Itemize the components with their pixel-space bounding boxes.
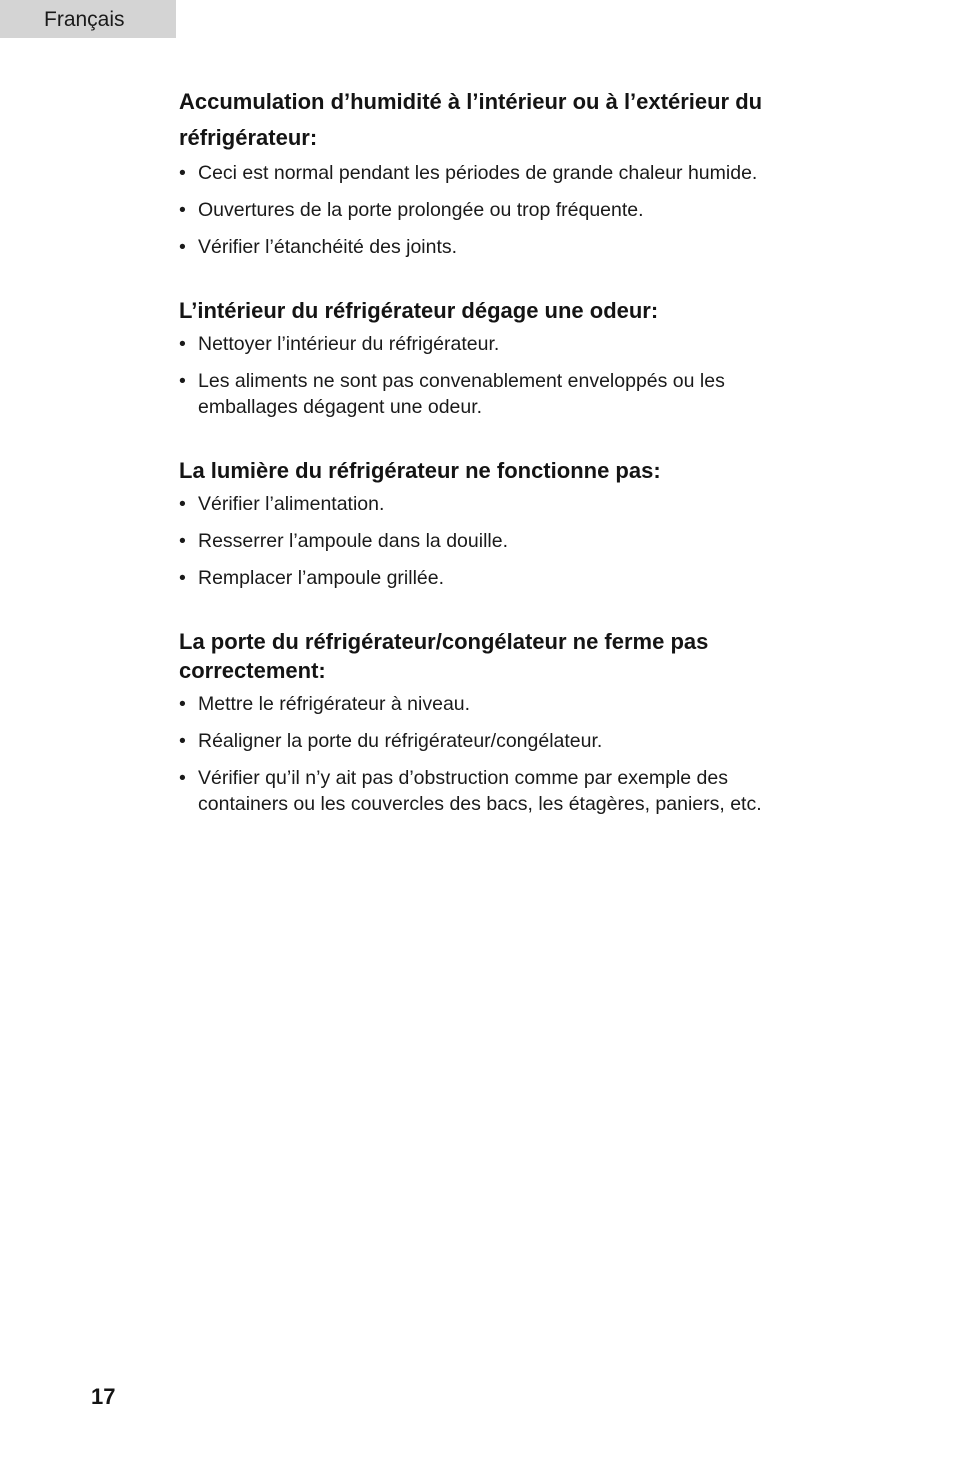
section-odor xyxy=(179,296,819,420)
bullet-icon: • xyxy=(179,370,186,392)
bullet-icon: • xyxy=(179,567,186,589)
section-heading: L’intérieur du réfrigérateur dégage une odeur: xyxy=(179,298,659,323)
bullet-icon: • xyxy=(179,493,186,515)
list-item-text: Ouvertures de la porte prolongée ou trop fréquente. xyxy=(198,199,644,221)
bullet-icon: • xyxy=(179,162,186,184)
list-item-text: Vérifier l’alimentation. xyxy=(198,493,385,515)
list-item xyxy=(179,528,879,554)
list-item-text: Resserrer l’ampoule dans la douille. xyxy=(198,530,508,552)
language-tab: Français xyxy=(0,0,176,38)
section-light xyxy=(179,456,879,591)
list-item xyxy=(179,728,879,754)
list-item xyxy=(179,331,819,357)
list-item xyxy=(179,491,879,517)
section-humidity xyxy=(179,84,879,260)
list-item xyxy=(179,197,879,223)
list-item xyxy=(179,765,808,817)
list-item-text: Réaligner la porte du réfrigérateur/congélateur. xyxy=(198,730,603,752)
list-item-text: Mettre le réfrigérateur à niveau. xyxy=(198,693,471,715)
page-number: 17 xyxy=(91,1384,116,1409)
list-item xyxy=(179,565,879,591)
list-item-text: Les aliments ne sont pas convenablement enveloppés ou les emballages dégagent une odeur. xyxy=(198,370,725,418)
troubleshooting-content xyxy=(179,84,879,853)
list-item xyxy=(179,234,879,260)
list-item-text: Vérifier l’étanchéité des joints. xyxy=(198,236,458,258)
section-heading: Accumulation d’humidité à l’intérieur ou à l’extérieur du réfrigérateur: xyxy=(179,89,763,150)
list-item-text: Remplacer l’ampoule grillée. xyxy=(198,567,445,589)
bullet-icon: • xyxy=(179,530,186,552)
list-item xyxy=(179,691,879,717)
list-item xyxy=(179,160,879,186)
bullet-icon: • xyxy=(179,730,186,752)
section-door xyxy=(179,627,879,817)
list-item xyxy=(179,368,768,420)
list-item-text: Vérifier qu’il n’y ait pas d’obstruction comme par exemple des containers ou les couvercles des bacs, les étagères, paniers, etc. xyxy=(198,767,762,815)
list-item-text: Ceci est normal pendant les périodes de grande chaleur humide. xyxy=(198,162,758,184)
bullet-icon: • xyxy=(179,199,186,221)
bullet-icon: • xyxy=(179,333,186,355)
section-heading: La lumière du réfrigérateur ne fonctionne pas: xyxy=(179,458,661,483)
list-item-text: Nettoyer l’intérieur du réfrigérateur. xyxy=(198,333,500,355)
bullet-icon: • xyxy=(179,236,186,258)
section-heading: La porte du réfrigérateur/congélateur ne ferme pas correctement: xyxy=(179,629,709,683)
bullet-icon: • xyxy=(179,767,186,789)
bullet-icon: • xyxy=(179,693,186,715)
